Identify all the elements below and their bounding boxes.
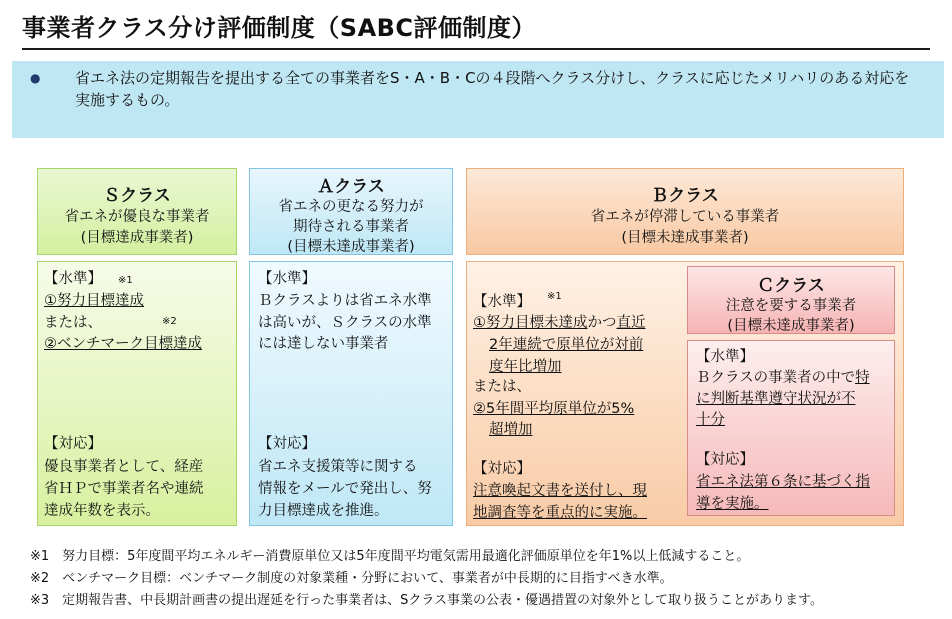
b-criterion-1-line-1 (473, 311, 646, 332)
c-response-label: 【対応】 (696, 452, 754, 468)
b-criterion-1a: ①努力目標未達成 (473, 315, 588, 331)
c-class-header (687, 266, 895, 334)
b-criterion-2-line-1: ②5年間平均原単位が5% (473, 401, 635, 417)
s-class-name: Ｓクラス (103, 186, 171, 206)
a-standard-line-2: は高いが、Ｓクラスの水準 (258, 315, 432, 331)
b-class-subdesc: (目標未達成事業者) (621, 230, 749, 246)
b-class-header (466, 168, 904, 255)
a-standard-label: 【水準】 (258, 271, 316, 287)
footnote-3: ※3 定期報告書、中長期計画書の提出遅延を行った事業者は、Sクラス事業の公表・優遇措置の対象外として取り扱うことがあります。 (30, 593, 823, 608)
s-note-1: ※1 (118, 275, 133, 286)
page-title: 事業者クラス分け評価制度（SABC評価制度） (22, 14, 537, 42)
s-criterion-2: ②ベンチマーク目標達成 (44, 336, 202, 352)
c-class-desc: 注意を要する事業者 (725, 298, 857, 314)
a-response-line-2: 情報をメールで発出し、努 (258, 481, 432, 497)
s-response-line-3: 達成年数を表示。 (44, 503, 160, 519)
b-criterion-1c: 直近 (616, 315, 646, 331)
c-class-subdesc: (目標未達成事業者) (727, 318, 855, 334)
c-standard-line-1a: Ｂクラスの事業者の中で (696, 370, 856, 386)
b-class-desc: 省エネが停滞している事業者 (590, 209, 780, 225)
s-response-line-1: 優良事業者として、経産 (44, 459, 204, 475)
s-class-desc: 省エネが優良な事業者 (64, 209, 210, 225)
a-standard-line-1: Ｂクラスよりは省エネ水準 (258, 293, 432, 309)
b-standard-label: 【水準】 (473, 294, 531, 310)
b-criterion-1-line-3: 度年比増加 (489, 359, 562, 375)
b-response-line-1: 注意喚起文書を送付し、現 (473, 483, 647, 499)
a-response-line-1: 省エネ支援策等に関する (258, 459, 418, 475)
summary-line-1: 省エネ法の定期報告を提出する全ての事業者をS・A・B・Cの４段階へクラス分けし、クラスに応じたメリハリのある対応を (75, 69, 910, 87)
b-note-1: ※1 (547, 291, 562, 302)
a-class-subdesc: (目標未達成事業者) (287, 239, 415, 255)
b-response-label: 【対応】 (473, 461, 531, 477)
c-standard-line-2: に判断基準遵守状況が不 (696, 391, 856, 407)
footnote-2: ※2 ベンチマーク目標：ベンチマーク制度の対象業種・分野において、事業者が中長期的に目指すべき水準。 (30, 571, 673, 586)
c-class-name: Ｃクラス (757, 276, 825, 296)
a-class-desc-1: 省エネの更なる努力が (278, 199, 424, 215)
c-standard-line-1 (696, 366, 870, 387)
s-class-body (37, 261, 237, 526)
c-standard-line-3: 十分 (696, 412, 725, 428)
summary-line-2: 実施するもの。 (75, 91, 180, 109)
c-response-line-1: 省エネ法第６条に基づく指 (696, 474, 870, 490)
c-class-body (687, 340, 895, 516)
s-note-2: ※2 (162, 316, 177, 327)
a-standard-line-3: には達しない事業者 (258, 336, 389, 352)
bullet-icon: ● (30, 71, 41, 85)
c-response-line-2: 導を実施。 (696, 496, 769, 512)
b-criterion-1b: かつ (587, 315, 617, 331)
summary-banner (12, 61, 944, 138)
a-response-line-3: 力目標達成を推進。 (258, 503, 389, 519)
b-response-line-2: 地調査等を重点的に実施。 (473, 505, 647, 521)
title-underline (22, 48, 930, 50)
b-class-name: Ｂクラス (651, 186, 719, 206)
b-or: または、 (473, 379, 531, 395)
s-standard-label: 【水準】 (44, 271, 102, 287)
a-class-desc-2: 期待される事業者 (293, 219, 409, 235)
s-criterion-1: ①努力目標達成 (44, 293, 144, 309)
a-class-body (249, 261, 453, 526)
b-criterion-1-line-2: 2年連続で原単位が対前 (489, 337, 644, 353)
a-response-label: 【対応】 (258, 436, 316, 452)
s-class-header (37, 168, 237, 255)
summary-text (75, 67, 935, 111)
c-standard-line-1b: 特 (855, 370, 870, 386)
s-or: または、 (44, 315, 102, 331)
a-class-header (249, 168, 453, 255)
s-class-subdesc: (目標達成事業者) (80, 230, 194, 246)
s-response-line-2: 省ＨＰで事業者名や連続 (44, 481, 204, 497)
footnote-1: ※1 努力目標：5年度間平均エネルギー消費原単位又は5年度間平均電気需用最適化評価原単位を年1%以上低減すること。 (30, 549, 750, 564)
a-class-name: Ａクラス (317, 177, 385, 197)
b-criterion-2-line-2: 超増加 (489, 422, 533, 438)
c-standard-label: 【水準】 (696, 349, 754, 365)
s-response-label: 【対応】 (44, 436, 102, 452)
